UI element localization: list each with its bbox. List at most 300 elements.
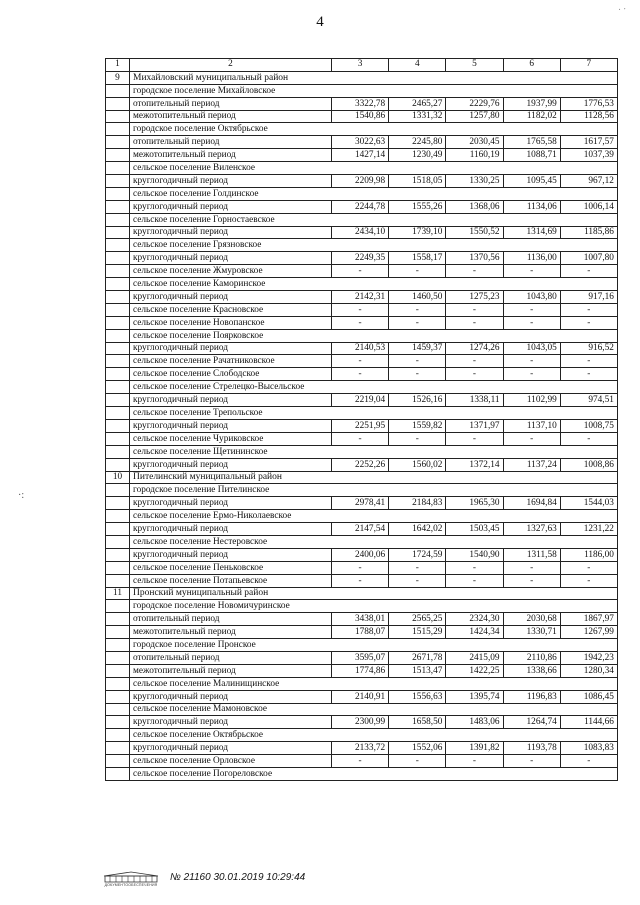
table-row	[106, 716, 618, 729]
value-cell: 1086,45	[560, 690, 617, 703]
value-cell: 2245,80	[389, 136, 446, 149]
value-cell: -	[560, 303, 617, 316]
header-cell: 7	[560, 59, 617, 72]
settlement-name-cell: сельское поселение Щетининское	[130, 445, 618, 458]
value-cell: 2252,26	[332, 458, 389, 471]
value-cell: 1544,03	[560, 497, 617, 510]
row-number-cell	[106, 84, 130, 97]
settlement-name-cell: сельское поселение Поярковское	[130, 329, 618, 342]
value-cell: 1264,74	[503, 716, 560, 729]
value-cell: 1937,99	[503, 97, 560, 110]
value-cell: 1196,83	[503, 690, 560, 703]
value-cell: 1422,25	[446, 664, 503, 677]
table-row	[106, 729, 618, 742]
value-cell: -	[446, 574, 503, 587]
value-cell: 916,52	[560, 342, 617, 355]
value-cell: 1540,90	[446, 548, 503, 561]
value-cell: 1008,86	[560, 458, 617, 471]
period-label-cell: круглогодичный период	[130, 200, 332, 213]
row-number-cell	[106, 458, 130, 471]
registry-logo	[100, 867, 162, 887]
row-number-cell	[106, 329, 130, 342]
period-label-cell: межотопительный период	[130, 626, 332, 639]
value-cell: 1144,66	[560, 716, 617, 729]
value-cell: -	[560, 574, 617, 587]
period-label-cell: отопительный период	[130, 613, 332, 626]
row-number-cell	[106, 252, 130, 265]
value-cell: -	[389, 303, 446, 316]
row-number-cell	[106, 651, 130, 664]
settlement-name-cell: сельское поселение Виленское	[130, 162, 618, 175]
table-row	[106, 175, 618, 188]
row-number-cell	[106, 265, 130, 278]
value-cell: 1095,45	[503, 175, 560, 188]
value-cell: 2229,76	[446, 97, 503, 110]
table-row	[106, 639, 618, 652]
row-number-cell	[106, 767, 130, 780]
row-number-cell	[106, 291, 130, 304]
value-cell: 2030,68	[503, 613, 560, 626]
value-cell: 1186,00	[560, 548, 617, 561]
row-number-cell	[106, 419, 130, 432]
settlement-name-cell: сельское поселение Рачатниковское	[130, 355, 332, 368]
header-cell: 3	[332, 59, 389, 72]
period-label-cell: круглогодичный период	[130, 419, 332, 432]
value-cell: 1459,37	[389, 342, 446, 355]
header-cell: 1	[106, 59, 130, 72]
value-cell: 1427,14	[332, 149, 389, 162]
row-number-cell	[106, 110, 130, 123]
table-row	[106, 535, 618, 548]
value-cell: 1128,56	[560, 110, 617, 123]
table-row	[106, 664, 618, 677]
value-cell: 1134,06	[503, 200, 560, 213]
table-row	[106, 548, 618, 561]
value-cell: 1513,47	[389, 664, 446, 677]
value-cell: 1037,39	[560, 149, 617, 162]
period-label-cell: круглогодичный период	[130, 394, 332, 407]
settlement-name-cell: сельское поселение Нестеровское	[130, 535, 618, 548]
row-number-cell	[106, 226, 130, 239]
value-cell: 2565,25	[389, 613, 446, 626]
period-label-cell: межотопительный период	[130, 664, 332, 677]
settlement-name-cell: сельское поселение Слободское	[130, 368, 332, 381]
row-number-cell	[106, 381, 130, 394]
table-row	[106, 123, 618, 136]
row-number-cell	[106, 200, 130, 213]
table-row	[106, 561, 618, 574]
value-cell: -	[446, 316, 503, 329]
table-row	[106, 303, 618, 316]
table-row	[106, 419, 618, 432]
row-number-cell	[106, 742, 130, 755]
row-number-cell	[106, 639, 130, 652]
period-label-cell: круглогодичный период	[130, 716, 332, 729]
table-row	[106, 407, 618, 420]
value-cell: 1550,52	[446, 226, 503, 239]
value-cell: 1658,50	[389, 716, 446, 729]
settlement-name-cell: городское поселение Октябрьское	[130, 123, 618, 136]
row-number-cell	[106, 187, 130, 200]
value-cell: 1314,69	[503, 226, 560, 239]
table-row	[106, 613, 618, 626]
value-cell: -	[560, 368, 617, 381]
value-cell: 2110,86	[503, 651, 560, 664]
value-cell: 1739,10	[389, 226, 446, 239]
row-number-cell	[106, 613, 130, 626]
table-row	[106, 471, 618, 484]
value-cell: -	[503, 355, 560, 368]
period-label-cell: отопительный период	[130, 97, 332, 110]
value-cell: 1006,14	[560, 200, 617, 213]
district-name-cell: Пителинский муниципальный район	[130, 471, 618, 484]
table-row	[106, 703, 618, 716]
settlement-name-cell: сельское поселение Трепольское	[130, 407, 618, 420]
settlement-name-cell: сельское поселение Красновское	[130, 303, 332, 316]
row-number-cell	[106, 162, 130, 175]
value-cell: 1460,50	[389, 291, 446, 304]
row-number-cell	[106, 677, 130, 690]
settlement-name-cell: городское поселение Михайловское	[130, 84, 618, 97]
table-row	[106, 136, 618, 149]
table-row	[106, 626, 618, 639]
period-label-cell: круглогодичный период	[130, 342, 332, 355]
value-cell: 1774,86	[332, 664, 389, 677]
row-number-cell	[106, 510, 130, 523]
period-label-cell: круглогодичный период	[130, 291, 332, 304]
value-cell: 1330,25	[446, 175, 503, 188]
header-cell: 4	[389, 59, 446, 72]
value-cell: 1694,84	[503, 497, 560, 510]
value-cell: 1558,17	[389, 252, 446, 265]
value-cell: -	[446, 355, 503, 368]
value-cell: 2251,95	[332, 419, 389, 432]
period-label-cell: отопительный период	[130, 651, 332, 664]
row-number-cell: 9	[106, 71, 130, 84]
period-label-cell: круглогодичный период	[130, 252, 332, 265]
value-cell: 1370,56	[446, 252, 503, 265]
value-cell: 917,16	[560, 291, 617, 304]
value-cell: -	[332, 316, 389, 329]
value-cell: 1274,26	[446, 342, 503, 355]
value-cell: 1160,19	[446, 149, 503, 162]
value-cell: 1552,06	[389, 742, 446, 755]
value-cell: -	[332, 574, 389, 587]
period-label-cell: круглогодичный период	[130, 458, 332, 471]
settlement-name-cell: городское поселение Пронское	[130, 639, 618, 652]
settlement-name-cell: сельское поселение Грязновское	[130, 239, 618, 252]
row-number-cell	[106, 600, 130, 613]
period-label-cell: круглогодичный период	[130, 175, 332, 188]
value-cell: -	[389, 755, 446, 768]
period-label-cell: круглогодичный период	[130, 548, 332, 561]
value-cell: 974,51	[560, 394, 617, 407]
value-cell: 2147,54	[332, 523, 389, 536]
table-row	[106, 523, 618, 536]
value-cell: 1330,71	[503, 626, 560, 639]
value-cell: 3438,01	[332, 613, 389, 626]
value-cell: 2209,98	[332, 175, 389, 188]
value-cell: 1617,57	[560, 136, 617, 149]
value-cell: 1008,75	[560, 419, 617, 432]
value-cell: 1559,82	[389, 419, 446, 432]
table-header-row	[106, 59, 618, 72]
value-cell: 2465,27	[389, 97, 446, 110]
value-cell: -	[389, 265, 446, 278]
value-cell: 1776,53	[560, 97, 617, 110]
value-cell: -	[446, 368, 503, 381]
value-cell: 2300,99	[332, 716, 389, 729]
value-cell: 2030,45	[446, 136, 503, 149]
row-number-cell	[106, 123, 130, 136]
settlement-name-cell: сельское поселение Жмуровское	[130, 265, 332, 278]
settlement-name-cell: сельское поселение Стрелецко-Высельское	[130, 381, 618, 394]
value-cell: 2400,06	[332, 548, 389, 561]
value-cell: 2140,53	[332, 342, 389, 355]
period-label-cell: межотопительный период	[130, 149, 332, 162]
value-cell: 2249,35	[332, 252, 389, 265]
table-row	[106, 690, 618, 703]
table-row	[106, 149, 618, 162]
value-cell: 2324,30	[446, 613, 503, 626]
value-cell: -	[446, 561, 503, 574]
value-cell: -	[332, 303, 389, 316]
value-cell: 1391,82	[446, 742, 503, 755]
value-cell: -	[389, 316, 446, 329]
value-cell: -	[389, 355, 446, 368]
value-cell: 2671,78	[389, 651, 446, 664]
value-cell: 1338,66	[503, 664, 560, 677]
settlement-name-cell: сельское поселение Пеньковское	[130, 561, 332, 574]
value-cell: 1280,34	[560, 664, 617, 677]
settlement-name-cell: городское поселение Новомичуринское	[130, 600, 618, 613]
value-cell: 2142,31	[332, 291, 389, 304]
settlement-name-cell: сельское поселение Новопанское	[130, 316, 332, 329]
value-cell: 1007,80	[560, 252, 617, 265]
page-number: 4	[316, 14, 324, 30]
value-cell: 1560,02	[389, 458, 446, 471]
value-cell: -	[503, 561, 560, 574]
value-cell: 1515,29	[389, 626, 446, 639]
value-cell: 1555,26	[389, 200, 446, 213]
table-row	[106, 316, 618, 329]
district-name-cell: Пронский муниципальный район	[130, 587, 618, 600]
settlement-name-cell: сельское поселение Погореловское	[130, 767, 618, 780]
value-cell: -	[332, 368, 389, 381]
period-label-cell: межотопительный период	[130, 110, 332, 123]
value-cell: 1231,22	[560, 523, 617, 536]
value-cell: 1311,58	[503, 548, 560, 561]
row-number-cell	[106, 175, 130, 188]
settlement-name-cell: сельское поселение Малинищинское	[130, 677, 618, 690]
value-cell: -	[503, 303, 560, 316]
value-cell: -	[560, 755, 617, 768]
table-row	[106, 278, 618, 291]
value-cell: -	[332, 561, 389, 574]
row-number-cell	[106, 394, 130, 407]
table-row	[106, 755, 618, 768]
value-cell: 1483,06	[446, 716, 503, 729]
table-row	[106, 394, 618, 407]
value-cell: 1137,10	[503, 419, 560, 432]
row-number-cell	[106, 303, 130, 316]
value-cell: 2133,72	[332, 742, 389, 755]
value-cell: 1518,05	[389, 175, 446, 188]
value-cell: 1043,80	[503, 291, 560, 304]
scan-mark: · ·	[617, 3, 627, 15]
value-cell: 1083,83	[560, 742, 617, 755]
value-cell: 1230,49	[389, 149, 446, 162]
settlement-name-cell: сельское поселение Каморинское	[130, 278, 618, 291]
row-number-cell	[106, 97, 130, 110]
value-cell: 2244,78	[332, 200, 389, 213]
value-cell: -	[503, 574, 560, 587]
value-cell: 1088,71	[503, 149, 560, 162]
tariff-table	[105, 58, 618, 781]
value-cell: 3322,78	[332, 97, 389, 110]
value-cell: 2434,10	[332, 226, 389, 239]
value-cell: 1338,11	[446, 394, 503, 407]
row-number-cell	[106, 432, 130, 445]
value-cell: -	[332, 755, 389, 768]
settlement-name-cell: городское поселение Пителинское	[130, 484, 618, 497]
value-cell: 1372,14	[446, 458, 503, 471]
table-row	[106, 329, 618, 342]
period-label-cell: круглогодичный период	[130, 690, 332, 703]
period-label-cell: круглогодичный период	[130, 742, 332, 755]
table-row	[106, 368, 618, 381]
value-cell: -	[560, 561, 617, 574]
table-row	[106, 252, 618, 265]
value-cell: -	[389, 432, 446, 445]
row-number-cell	[106, 690, 130, 703]
row-number-cell	[106, 355, 130, 368]
value-cell: -	[332, 355, 389, 368]
value-cell: 2415,09	[446, 651, 503, 664]
settlement-name-cell: сельское поселение Голдинское	[130, 187, 618, 200]
table-row	[106, 355, 618, 368]
settlement-name-cell: сельское поселение Чуриковское	[130, 432, 332, 445]
table-row	[106, 677, 618, 690]
table-row	[106, 651, 618, 664]
settlement-name-cell: сельское поселение Орловское	[130, 755, 332, 768]
building-icon	[102, 871, 160, 883]
settlement-name-cell: сельское поселение Ермо-Николаевское	[130, 510, 618, 523]
table-row	[106, 291, 618, 304]
value-cell: 1942,23	[560, 651, 617, 664]
table-row	[106, 84, 618, 97]
document-footer	[100, 866, 305, 888]
value-cell: 1137,24	[503, 458, 560, 471]
row-number-cell	[106, 523, 130, 536]
value-cell: 1327,63	[503, 523, 560, 536]
header-cell: 6	[503, 59, 560, 72]
value-cell: 1102,99	[503, 394, 560, 407]
table-row	[106, 381, 618, 394]
value-cell: 1267,99	[560, 626, 617, 639]
value-cell: 1724,59	[389, 548, 446, 561]
value-cell: -	[446, 432, 503, 445]
table-row	[106, 187, 618, 200]
table-row	[106, 458, 618, 471]
value-cell: 2219,04	[332, 394, 389, 407]
row-number-cell	[106, 149, 130, 162]
district-name-cell: Михайловский муниципальный район	[130, 71, 618, 84]
value-cell: -	[389, 574, 446, 587]
value-cell: 1257,80	[446, 110, 503, 123]
row-number-cell	[106, 548, 130, 561]
value-cell: -	[389, 368, 446, 381]
value-cell: 1136,00	[503, 252, 560, 265]
value-cell: 1424,34	[446, 626, 503, 639]
value-cell: 1556,63	[389, 690, 446, 703]
row-number-cell: 10	[106, 471, 130, 484]
table-row	[106, 510, 618, 523]
table-row	[106, 742, 618, 755]
value-cell: 1642,02	[389, 523, 446, 536]
row-number-cell	[106, 136, 130, 149]
value-cell: -	[446, 303, 503, 316]
value-cell: -	[332, 432, 389, 445]
value-cell: -	[503, 755, 560, 768]
period-label-cell: круглогодичный период	[130, 523, 332, 536]
row-number-cell	[106, 535, 130, 548]
value-cell: 1867,97	[560, 613, 617, 626]
header-cell: 2	[130, 59, 332, 72]
table-row	[106, 484, 618, 497]
value-cell: 2140,91	[332, 690, 389, 703]
value-cell: 1368,06	[446, 200, 503, 213]
value-cell: 1503,45	[446, 523, 503, 536]
tariff-table-body	[106, 59, 618, 781]
row-number-cell: 11	[106, 587, 130, 600]
table-row	[106, 445, 618, 458]
value-cell: -	[389, 561, 446, 574]
value-cell: -	[332, 265, 389, 278]
value-cell: -	[503, 265, 560, 278]
row-number-cell	[106, 716, 130, 729]
registration-stamp: № 21160 30.01.2019 10:29:44	[170, 871, 306, 883]
table-row	[106, 767, 618, 780]
logo-caption: ДОКУМЕНТООБЕСПЕЧЕНИЯ	[104, 883, 158, 887]
row-number-cell	[106, 755, 130, 768]
value-cell: 1193,78	[503, 742, 560, 755]
value-cell: -	[503, 432, 560, 445]
row-number-cell	[106, 278, 130, 291]
value-cell: 1182,02	[503, 110, 560, 123]
table-row	[106, 600, 618, 613]
value-cell: 2184,83	[389, 497, 446, 510]
row-number-cell	[106, 407, 130, 420]
value-cell: 1043,05	[503, 342, 560, 355]
settlement-name-cell: сельское поселение Октябрьское	[130, 729, 618, 742]
table-row	[106, 97, 618, 110]
value-cell: 3022,63	[332, 136, 389, 149]
value-cell: 2978,41	[332, 497, 389, 510]
period-label-cell: отопительный период	[130, 136, 332, 149]
row-number-cell	[106, 703, 130, 716]
value-cell: -	[503, 316, 560, 329]
table-row	[106, 162, 618, 175]
value-cell: 1395,74	[446, 690, 503, 703]
row-number-cell	[106, 574, 130, 587]
value-cell: 1765,58	[503, 136, 560, 149]
table-row	[106, 574, 618, 587]
value-cell: -	[446, 265, 503, 278]
value-cell: 967,12	[560, 175, 617, 188]
value-cell: 3595,07	[332, 651, 389, 664]
table-row	[106, 239, 618, 252]
